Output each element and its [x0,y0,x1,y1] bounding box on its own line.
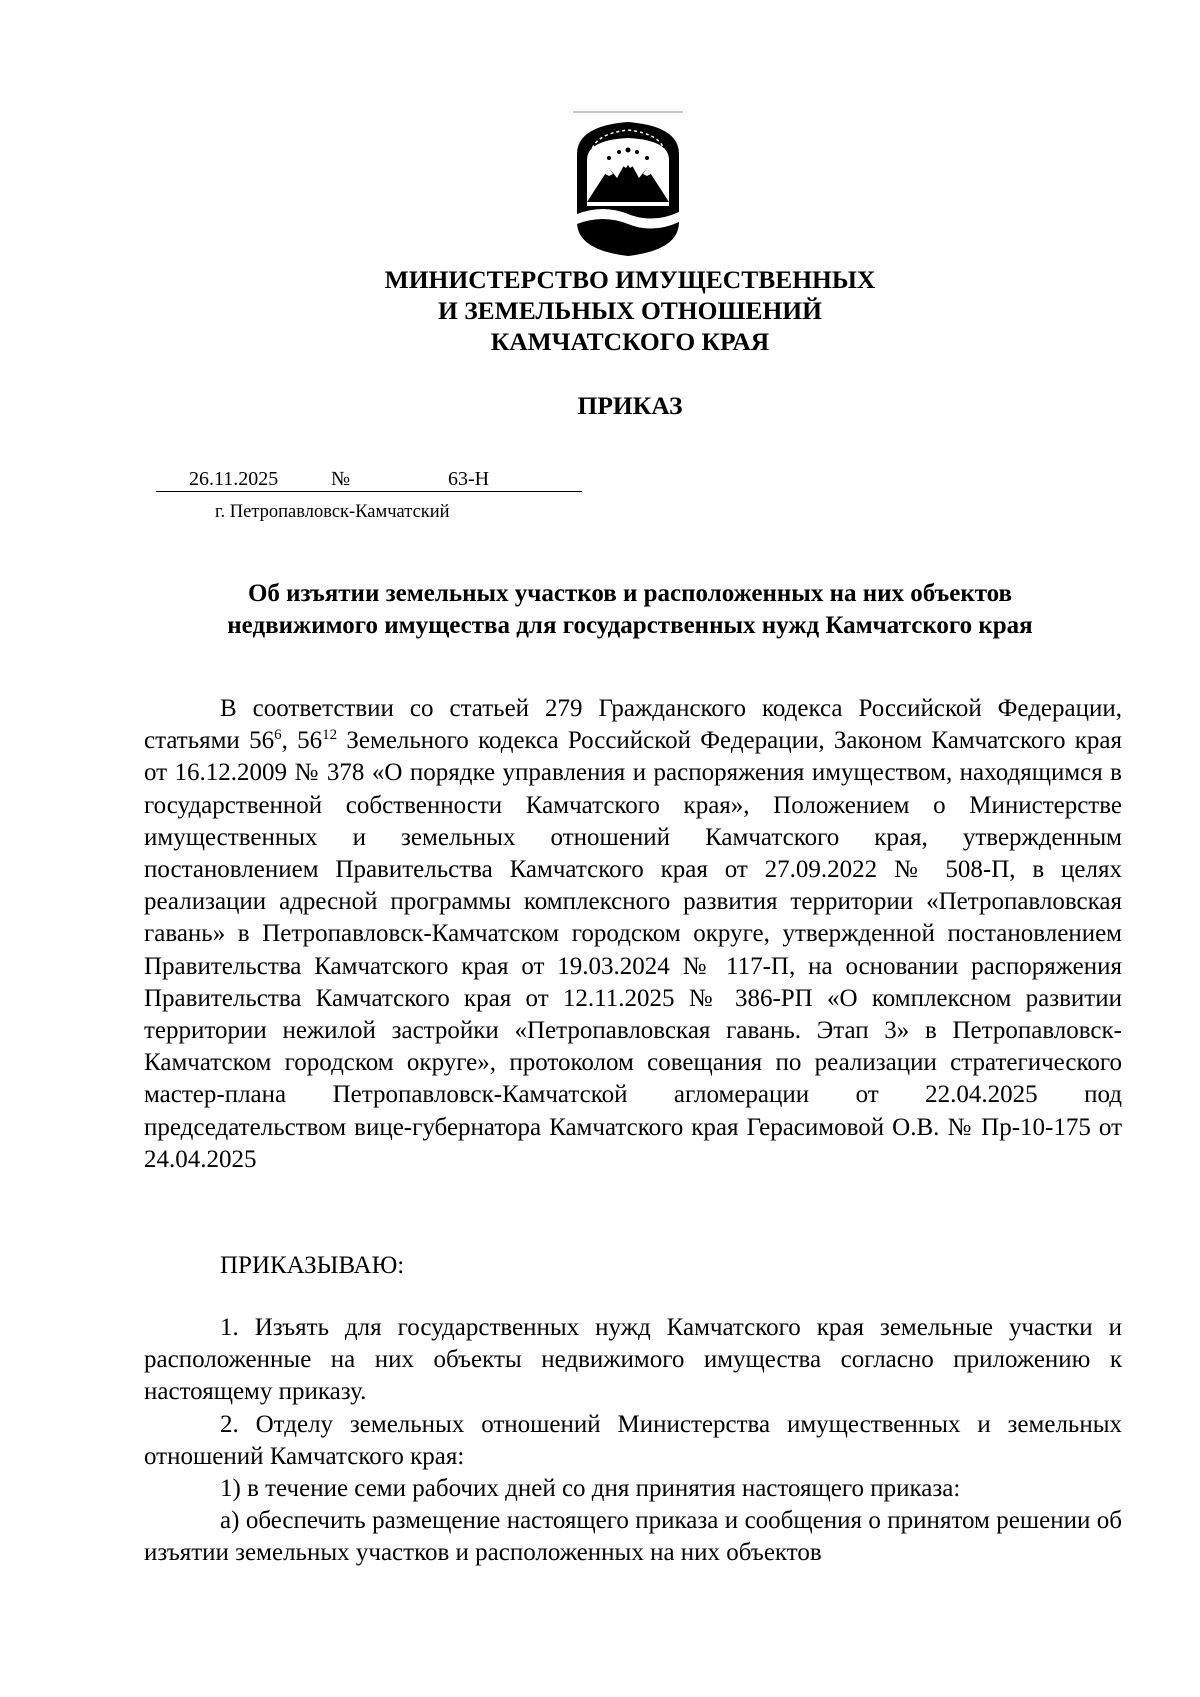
kamchatka-coat-of-arms-emblem [573,110,683,260]
order-item-1: 1. Изъять для государственных нужд Камчатского края земельные участки и расположенные на них объекты недвижимого имущества согласно приложению к настоящему приказу. [144,1314,1122,1406]
preamble-part-2: , 56 [281,727,323,755]
ministry-line-2: И ЗЕМЕЛЬНЫХ ОТНОШЕНИЙ [438,296,822,325]
order-item-2-sub-1: 1) в течение семи рабочих дней со дня принятия настоящего приказа: [220,1475,961,1503]
document-number: 63-Н [448,468,490,490]
preamble-part-3: Земельного кодекса Российской Федерации, Законом Камчатского края от 16.12.2009 № 378 «О порядке управления и распоряжения имуществом, находящимся в государственной собственности Камчатского края», Положением о Министерстве имущественных и земельных отношений Камчатского края, утвержденным постановлением Правительства Камчатского края от 27.09.2022 № 508-П, в целях реализации адресной программы комплексного развития территории «Петропавловская гавань» в Петропавловск-Камчатском городском округе, утвержденной постановлением Правительства Камчатского края от 19.03.2024 № 117-П, на основании распоряжения Правительства Камчатского края от 12.11.2025 № 386-РП «О комплексном развитии территории нежилой застройки «Петропавловская гавань. Этап 3» в Петропавловск-Камчатском городском округе», протоколом совещания по реализации стратегического мастер-плана Петропавловск-Камчатской агломерации от 22.04.2025 под председательством вице-губернатора Камчатского края Герасимовой О.В. № Пр-10-175 от 24.04.2025 [144,727,1123,1173]
superscript-article-2: 12 [322,727,338,744]
subject-line-1: Об изъятии земельных участков и расположенных на них объектов [247,580,1013,607]
date-number-row [156,466,582,496]
document-date: 26.11.2025 [189,468,279,490]
preamble-part-1: В соответствии со статьей 279 Гражданского кодекса Российской Федерации, статьями 56 [144,695,1122,755]
subject-line-2: недвижимого имущества для государственных нужд Камчатского края [227,612,1033,639]
date-number-underline [156,491,582,492]
number-sign: № [331,468,351,490]
order-word [144,1250,1122,1282]
ministry-line-3: КАМЧАТСКОГО КРАЯ [490,327,770,356]
order-word-text: ПРИКАЗЫВАЮ: [220,1252,405,1279]
order-item-2: 2. Отделу земельных отношений Министерства имущественных и земельных отношений Камчатского края: [144,1410,1122,1470]
preamble-paragraph [144,693,1122,1176]
document-subject [150,578,1110,642]
superscript-article-1: 6 [274,727,282,744]
order-items [144,1312,1122,1570]
ministry-line-1: МИНИСТЕРСТВО ИМУЩЕСТВЕННЫХ [384,265,876,294]
ministry-name [0,264,1200,357]
order-item-2-sub-1-a: а) обеспечить размещение настоящего приказа и сообщения о принятом решении об изъятии земельных участков и расположенных на них объектов [144,1507,1122,1567]
city-name: г. Петропавловск-Камчатский [215,502,450,522]
document-type: ПРИКАЗ [577,391,683,420]
